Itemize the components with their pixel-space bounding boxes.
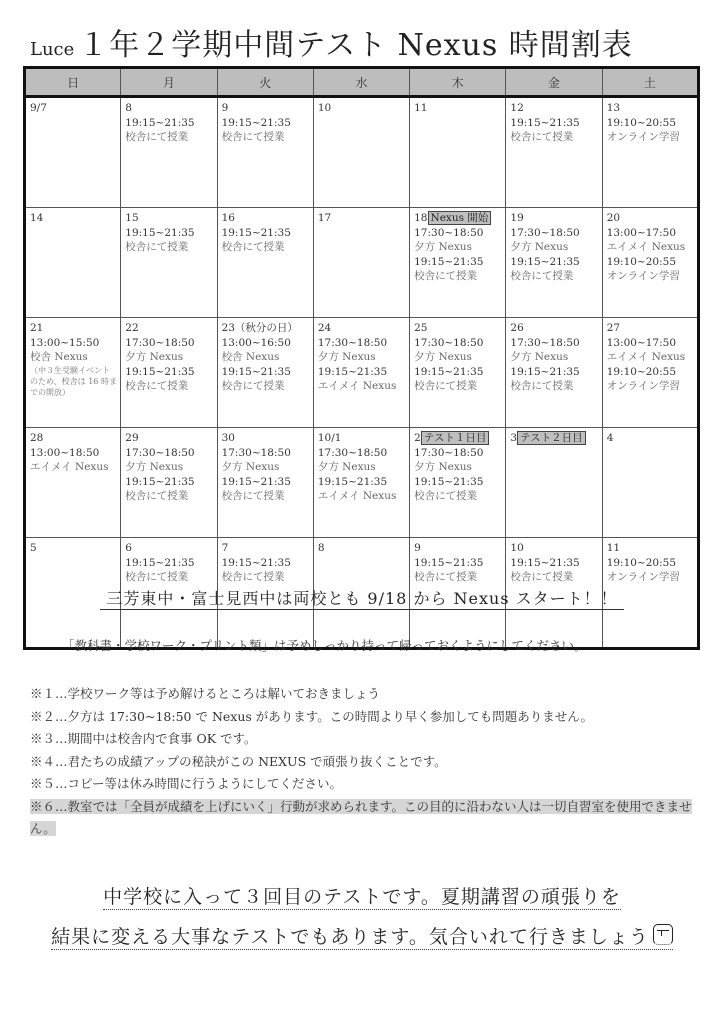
day-number: 19	[510, 212, 524, 224]
start-banner-text: 三芳東中・富士見西中は両校とも 9/18 から Nexus スタート！！	[100, 589, 623, 610]
calendar-day-cell	[602, 208, 698, 318]
day-number: 18 Nexus 開始	[414, 211, 502, 226]
day-number: 23（秋分の日）	[221, 322, 298, 334]
event-badge: テスト２日目	[517, 431, 586, 445]
closing-text-2-body: 結果に変える大事なテストでもあります。気合いれて行きましょう	[51, 926, 649, 948]
day-schedule-line: 19:15~21:35	[125, 365, 195, 378]
calendar-day-cell	[410, 208, 506, 318]
calendar-day-cell	[602, 428, 698, 538]
day-number: 8	[317, 542, 325, 554]
day-schedule-line: 校舎にて授業	[510, 270, 574, 282]
day-schedule-line: 校舎にて授業	[125, 490, 189, 502]
day-schedule-line: エイメイ Nexus	[317, 490, 397, 502]
calendar-day-cell	[25, 318, 121, 428]
day-schedule-line: 19:15~21:35	[510, 556, 580, 569]
calendar-day-cell	[410, 97, 506, 208]
day-schedule-line: 校舎にて授業	[125, 131, 189, 143]
day-schedule-line: 17:30~18:50	[317, 446, 388, 459]
day-number: 14	[30, 212, 44, 224]
note-highlight-text: ※６…教室では「全員が成績を上げにいく」行動が求められます。この目的に沿わない人は一切自習室を使用できません。	[30, 798, 692, 836]
calendar-day-cell	[217, 428, 313, 538]
closing-line-2	[0, 922, 724, 949]
day-schedule-line: 17:30~18:50	[414, 336, 484, 349]
day-number: 24	[317, 322, 332, 334]
calendar-day-cell	[313, 208, 409, 318]
day-schedule-line: 19:15~21:35	[221, 365, 291, 378]
note-item: ※１…学校ワーク等は予め解けるところは解いておきましょう	[30, 686, 381, 701]
day-number: 10	[317, 102, 332, 114]
day-schedule-line: 夕方 Nexus	[317, 461, 376, 473]
calendar-day-cell	[313, 97, 409, 208]
day-schedule-line: オンライン学習	[606, 571, 680, 583]
day-schedule-line: 夕方 Nexus	[125, 461, 184, 473]
calendar-week-row	[25, 428, 699, 538]
day-number: 2 テスト１日目	[414, 431, 502, 446]
weekday-thu: 木	[410, 68, 506, 97]
calendar-day-cell	[410, 428, 506, 538]
day-number: 29	[125, 432, 139, 444]
day-schedule-line: 13:00~16:50	[221, 336, 291, 349]
day-schedule-line: エイメイ Nexus	[606, 241, 686, 253]
day-schedule-line: 19:15~21:35	[221, 116, 291, 129]
day-schedule-line: 夕方 Nexus	[510, 351, 569, 363]
day-schedule-line: 19:15~21:35	[414, 475, 484, 488]
day-schedule-line: 校舎にて授業	[510, 380, 574, 392]
day-schedule-line: 17:30~18:50	[414, 226, 484, 239]
day-schedule-line: 19:15~21:35	[221, 226, 291, 239]
brand-name: Luce	[30, 39, 75, 60]
day-schedule-line: 17:30~18:50	[221, 446, 291, 459]
notes-list	[30, 683, 694, 841]
day-schedule-line: オンライン学習	[606, 380, 680, 392]
note-item: ※４…君たちの成績アップの秘訣がこの NEXUS で頑張り抜くことです。	[30, 753, 447, 769]
day-note: （中３生受験イベントのため、校舎は 16 時までの開放）	[30, 365, 117, 397]
calendar-day-cell	[25, 97, 121, 208]
day-schedule-line: オンライン学習	[606, 270, 680, 282]
day-schedule-line: 校舎にて授業	[221, 571, 285, 583]
day-number: 20	[606, 212, 621, 224]
calendar-day-cell	[506, 428, 602, 538]
weekday-header-row	[25, 68, 699, 97]
day-number: 9	[221, 102, 229, 114]
day-number: 9	[414, 542, 421, 554]
day-number: 27	[606, 322, 621, 334]
day-schedule-line: 19:15~21:35	[414, 365, 484, 378]
day-schedule-line: 夕方 Nexus	[414, 351, 472, 363]
day-schedule-line: 校舎にて授業	[221, 131, 285, 143]
calendar-day-cell	[602, 318, 698, 428]
day-schedule-line: 19:15~21:35	[125, 116, 195, 129]
day-schedule-line: 夕方 Nexus	[125, 351, 184, 363]
day-schedule-line: 19:10~20:55	[606, 365, 677, 378]
day-number: 13	[606, 102, 621, 114]
day-schedule-line: 19:15~21:35	[414, 556, 484, 569]
calendar-day-cell	[217, 97, 313, 208]
calendar-day-cell	[121, 318, 217, 428]
calendar-day-cell	[506, 318, 602, 428]
day-number: 9/7	[30, 102, 47, 114]
page-title	[30, 28, 633, 68]
day-schedule-line: 校舎にて授業	[125, 571, 189, 583]
calendar-day-cell	[410, 318, 506, 428]
day-schedule-line: 19:15~21:35	[221, 475, 291, 488]
day-number: 8	[125, 102, 132, 114]
calendar-day-cell	[313, 428, 409, 538]
day-schedule-line: 17:30~18:50	[510, 226, 580, 239]
day-schedule-line: 19:15~21:35	[510, 255, 580, 268]
fist-icon	[653, 924, 673, 945]
day-schedule-line: 13:00~18:50	[30, 446, 100, 459]
day-number: 10	[510, 542, 524, 554]
weekday-wed: 水	[313, 68, 409, 97]
day-schedule-line: 19:15~21:35	[125, 226, 195, 239]
calendar-day-cell	[25, 428, 121, 538]
weekday-fri: 金	[506, 68, 602, 97]
day-number: 16	[221, 212, 235, 224]
calendar-day-cell	[121, 97, 217, 208]
weekday-mon: 月	[121, 68, 217, 97]
day-number: 12	[510, 102, 524, 114]
day-number: 11	[606, 542, 621, 554]
day-schedule-line: 19:15~21:35	[510, 116, 580, 129]
day-schedule-line: 19:15~21:35	[125, 556, 195, 569]
day-number: 21	[30, 322, 44, 334]
day-schedule-line: 19:10~20:55	[606, 556, 677, 569]
note-item: ※２…夕方は 17:30~18:50 で Nexus があります。この時間より早く参加しても問題ありません。	[30, 708, 594, 724]
day-schedule-line: エイメイ Nexus	[606, 351, 686, 363]
closing-line-1	[0, 882, 724, 909]
day-schedule-line: エイメイ Nexus	[30, 461, 109, 473]
day-schedule-line: 校舎にて授業	[510, 571, 574, 583]
day-number: 5	[30, 542, 37, 554]
day-number: 15	[125, 212, 139, 224]
day-schedule-line: 17:30~18:50	[125, 446, 195, 459]
day-schedule-line: 夕方 Nexus	[414, 241, 472, 253]
day-schedule-line: 17:30~18:50	[510, 336, 580, 349]
day-schedule-line: 19:10~20:55	[606, 255, 677, 268]
day-schedule-line: 夕方 Nexus	[221, 461, 280, 473]
day-number: 17	[317, 212, 332, 224]
bring-note: 「教科書・学校ワーク・プリント類」は予めしっかり持って帰っておくようにしてください。	[62, 638, 587, 653]
day-schedule-line: 校舎にて授業	[510, 131, 574, 143]
day-schedule-line: 19:15~21:35	[317, 365, 388, 378]
day-number: 26	[510, 322, 524, 334]
day-schedule-line: 校舎にて授業	[125, 380, 189, 392]
day-schedule-line: 校舎にて授業	[414, 571, 478, 583]
day-schedule-line: 19:10~20:55	[606, 116, 677, 129]
day-schedule-line: 校舎にて授業	[221, 241, 285, 253]
calendar-day-cell	[217, 318, 313, 428]
calendar-week-row	[25, 208, 699, 318]
day-schedule-line: 夕方 Nexus	[510, 241, 569, 253]
calendar-day-cell	[602, 97, 698, 208]
title-main: １年２学期中間テスト Nexus 時間割表	[78, 28, 633, 63]
weekday-tue: 火	[217, 68, 313, 97]
calendar-day-cell	[217, 208, 313, 318]
closing-text-2	[51, 926, 673, 950]
day-schedule-line: オンライン学習	[606, 131, 680, 143]
event-badge: テスト１日目	[421, 431, 490, 445]
day-schedule-line: エイメイ Nexus	[317, 380, 397, 392]
day-schedule-line: 校舎 Nexus	[221, 351, 280, 363]
day-schedule-line: 13:00~17:50	[606, 226, 677, 239]
day-number: 10/1	[317, 432, 342, 444]
calendar-week-row	[25, 318, 699, 428]
day-schedule-line: 夕方 Nexus	[414, 461, 472, 473]
day-schedule-line: 19:15~21:35	[317, 475, 388, 488]
day-schedule-line: 校舎 Nexus	[30, 351, 88, 363]
calendar-day-cell	[506, 208, 602, 318]
day-schedule-line: 19:15~21:35	[510, 365, 580, 378]
note-item-highlighted	[30, 796, 694, 841]
day-number: 28	[30, 432, 44, 444]
calendar-week-row	[25, 97, 699, 208]
day-number: 6	[125, 542, 132, 554]
calendar-body	[25, 97, 699, 649]
day-number: 3 テスト２日目	[510, 431, 598, 446]
day-schedule-line: 校舎にて授業	[221, 490, 285, 502]
calendar-day-cell	[121, 208, 217, 318]
day-number: 11	[414, 102, 428, 114]
day-schedule-line: 19:15~21:35	[414, 255, 484, 268]
day-schedule-line: 17:30~18:50	[414, 446, 484, 459]
calendar-day-cell	[25, 208, 121, 318]
day-number: 22	[125, 322, 139, 334]
calendar-day-cell	[313, 318, 409, 428]
note-item: ※５…コピー等は休み時間に行うようにしてください。	[30, 776, 343, 791]
note-item: ※３…期間中は校舎内で食事 OK です。	[30, 731, 257, 746]
calendar-day-cell	[121, 428, 217, 538]
day-schedule-line: 夕方 Nexus	[317, 351, 376, 363]
event-badge: Nexus 開始	[428, 211, 492, 225]
day-number: 4	[606, 432, 614, 444]
day-schedule-line: 校舎にて授業	[414, 270, 478, 282]
day-schedule-line: 19:15~21:35	[221, 556, 291, 569]
calendar-day-cell	[506, 97, 602, 208]
day-schedule-line: 17:30~18:50	[317, 336, 388, 349]
day-schedule-line: 13:00~15:50	[30, 336, 100, 349]
day-schedule-line: 17:30~18:50	[125, 336, 195, 349]
day-schedule-line: 校舎にて授業	[414, 380, 478, 392]
schedule-calendar	[23, 66, 700, 650]
closing-text-1: 中学校に入って３回目のテストです。夏期講習の頑張りを	[103, 886, 621, 908]
day-schedule-line: 校舎にて授業	[414, 490, 478, 502]
day-schedule-line: 19:15~21:35	[125, 475, 195, 488]
day-number: 25	[414, 322, 428, 334]
day-schedule-line: 校舎にて授業	[125, 241, 189, 253]
start-banner	[0, 586, 724, 609]
day-number: 7	[221, 542, 229, 554]
day-schedule-line: 13:00~17:50	[606, 336, 677, 349]
day-schedule-line: 校舎にて授業	[221, 380, 285, 392]
weekday-sat: 土	[602, 68, 698, 97]
day-number: 30	[221, 432, 235, 444]
weekday-sun: 日	[25, 68, 121, 97]
